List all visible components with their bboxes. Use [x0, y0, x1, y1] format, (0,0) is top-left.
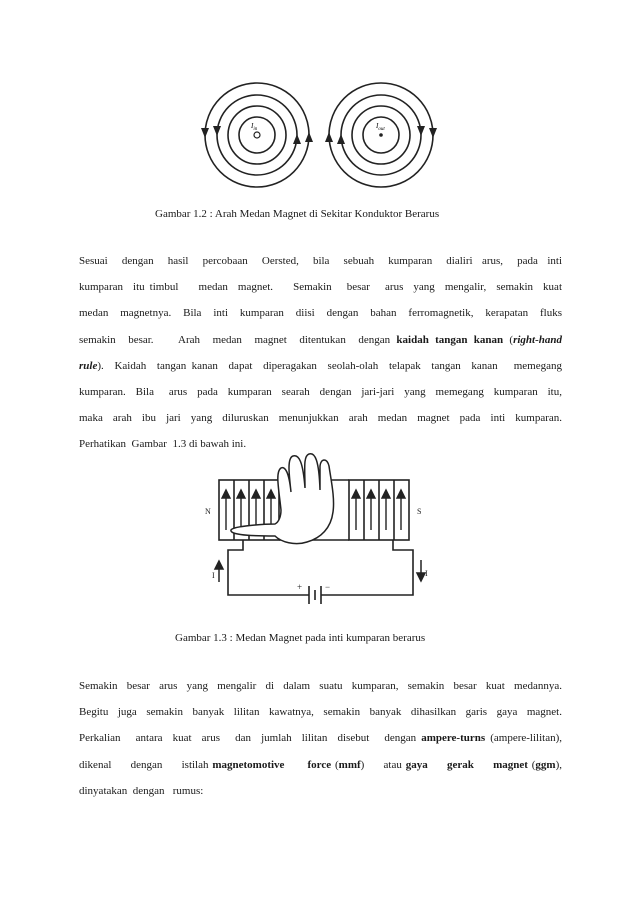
term-right-hand: right-hand	[513, 333, 562, 346]
conductor-in-field	[205, 83, 309, 187]
para2-line: Semakin besar arus yang mengalir di dalam suatu kumparan, semakin besar kuat medannya.	[79, 680, 562, 692]
paragraph-1	[79, 248, 562, 458]
figure-conductor-fields	[195, 78, 440, 193]
current-label-left: I	[212, 571, 215, 580]
term-ampere-turns: ampere-turns	[421, 732, 486, 745]
figure-right-hand-coil	[203, 450, 433, 622]
para1-line: kumparan itu timbul medan magnet. Semakin besar arus yang mengalir, semakin kuat	[79, 281, 562, 294]
para1-line: rule). Kaidah tangan kanan dapat diperagakan seolah-olah telapak tangan kanan memegang	[79, 359, 562, 372]
term-rule: rule	[79, 359, 98, 372]
hand-outline	[231, 454, 334, 544]
para1-line: Perhatikan Gambar 1.3 di bawah ini.	[79, 438, 247, 451]
para2-line: Begitu juga semakin banyak lilitan kawatnya, semakin banyak dihasilkan garis gaya magnet.	[79, 706, 562, 719]
term-magnetomotive: magnetomotive	[212, 758, 285, 771]
para1-line: Sesuai dengan hasil percobaan Oersted, bila sebuah kumparan dialiri arus, pada inti	[79, 255, 562, 267]
battery	[309, 586, 321, 604]
para1-line: maka arah ibu jari yang diluruskan menunjukkan arah medan magnet pada inti kumparan.	[79, 412, 562, 425]
para2-line: dinyatakan dengan rumus:	[79, 784, 204, 797]
term-kaidah: kaidah tangan kanan	[396, 333, 504, 346]
paragraph-2	[79, 673, 562, 804]
para1-line: semakin besar. Arah medan magnet ditentukan dengan kaidah tangan kanan (right-hand	[79, 333, 562, 346]
para1-line: medan magnetnya. Bila inti kumparan diisi dengan bahan ferromagnetik, kerapatan fluks	[79, 307, 562, 320]
conductor-out-dot	[379, 133, 383, 137]
figure-1-3-caption: Gambar 1.3 : Medan Magnet pada inti kumparan berarus	[175, 632, 426, 644]
para1-line: kumparan. Bila arus pada kumparan searah dengan jari-jari yang memegang kumparan itu,	[79, 385, 562, 398]
current-arrows	[215, 560, 425, 582]
term-magnet: magnet	[493, 758, 528, 771]
battery-plus: +	[297, 582, 303, 592]
term-gerak: gerak	[446, 758, 474, 771]
pole-n-label: N	[205, 507, 211, 516]
label-i-in: $I_{in}$	[251, 122, 258, 132]
term-mmf: mmf	[338, 758, 361, 771]
figure-1-2-caption: Gambar 1.2 : Arah Medan Magnet di Sekitar Konduktor Berarus	[155, 208, 440, 220]
label-i-out: $I_{out}$	[376, 122, 385, 132]
term-force: force	[307, 758, 332, 771]
term-ggm: ggm	[535, 758, 556, 771]
term-gaya: gaya	[405, 758, 428, 771]
battery-minus: −	[325, 582, 331, 592]
para2-line: dikenal dengan istilah magnetomotive force (mmf) atau gaya gerak magnet (ggm),	[79, 758, 563, 771]
current-label-right: I	[425, 569, 428, 578]
para2-line: Perkalian antara kuat arus dan jumlah lilitan disebut dengan ampere-turns (ampere-lilitan),	[79, 732, 562, 745]
pole-s-label: S	[417, 507, 422, 516]
